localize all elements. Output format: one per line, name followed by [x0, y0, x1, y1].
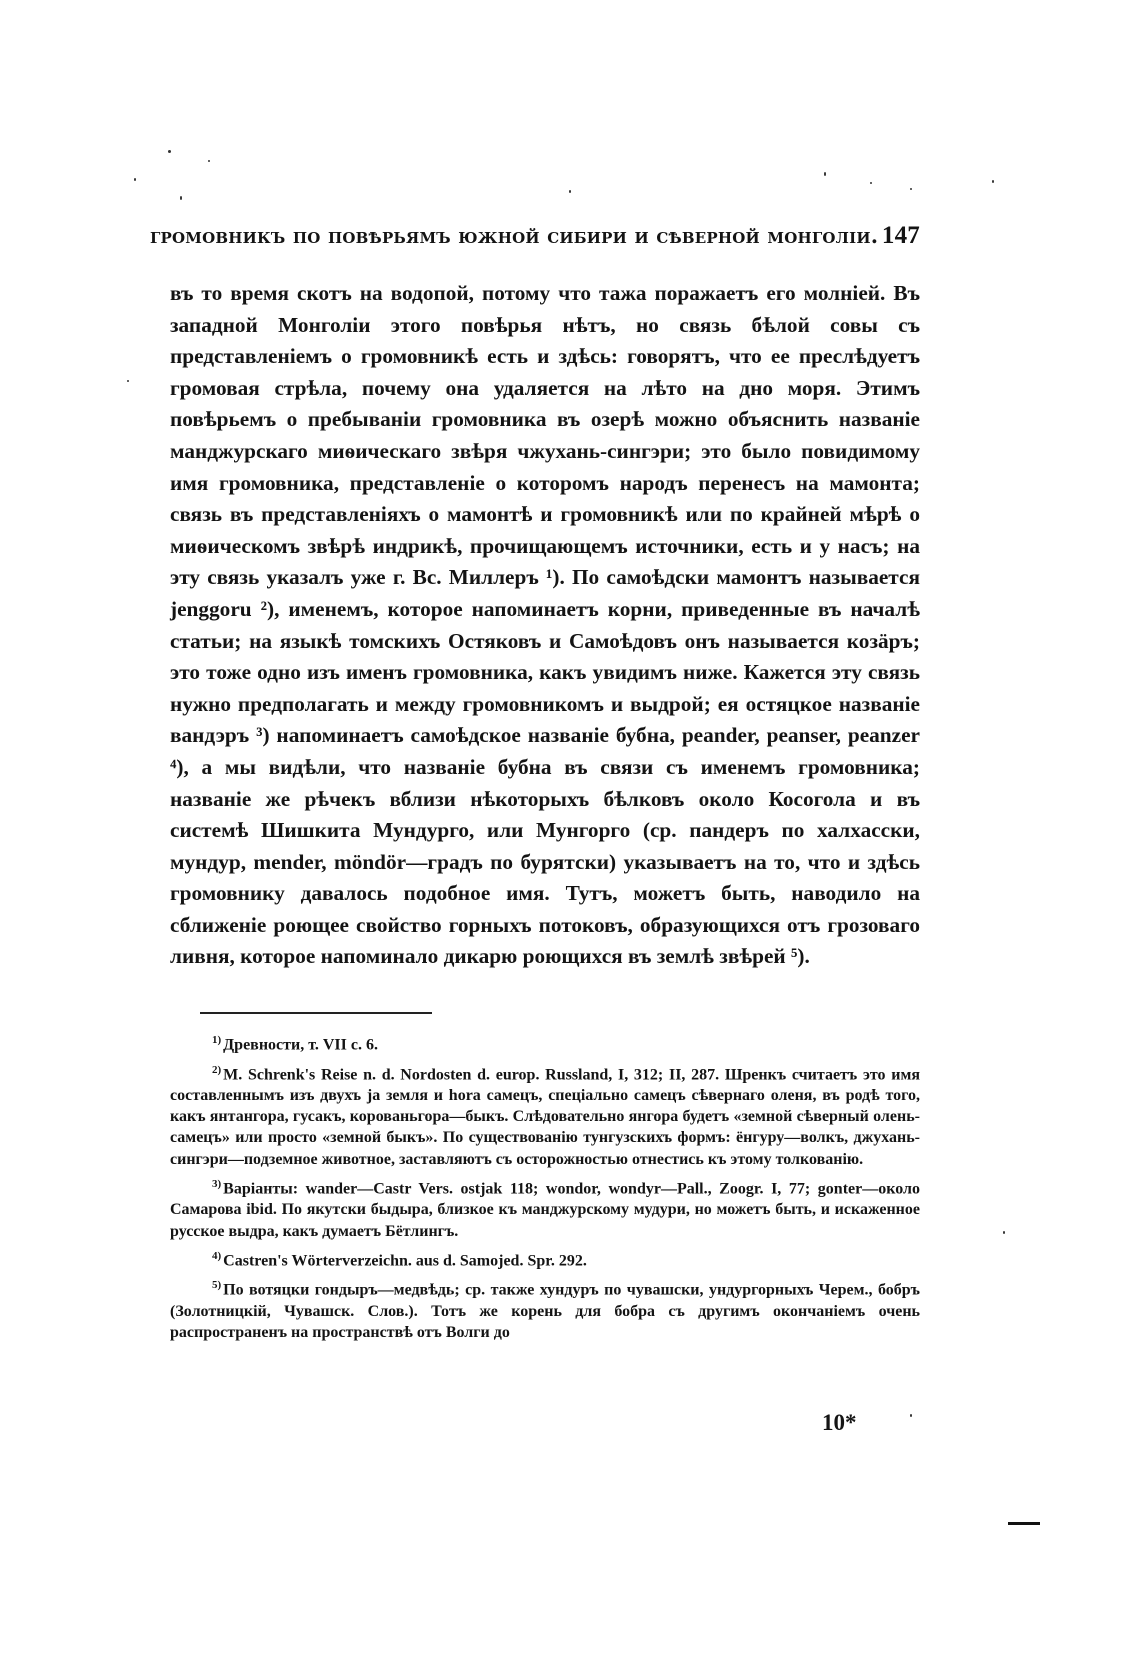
scan-speck — [168, 150, 171, 153]
scan-speck — [127, 380, 129, 382]
scan-speck — [910, 188, 912, 190]
running-header — [150, 222, 920, 252]
scan-speck — [992, 180, 994, 183]
footnote-1 — [170, 1030, 920, 1056]
footnote-3 — [170, 1174, 920, 1242]
footnote-text: Варіанты: wander—Castr Vers. ostjak 118; wondor, wondyr—Pall., Zoogr. I, 77; gonter—около Самарова ibid. По якутски быдыра, близкое къ манджурскому мудури, но можетъ быть, и искаженное русское выдра, какъ думаетъ Бётлингъ. — [170, 1180, 920, 1240]
scan-speck — [180, 196, 182, 200]
main-paragraph: въ то время скотъ на водопой, потому что тажа поражаетъ его молніей. Въ западной Монголіи этого повѣрья нѣтъ, но связь бѣлой совы съ представленіемъ о громовникѣ есть и здѣсь: говорятъ, что ее преслѣдуетъ громовая стрѣла, почему она удаляется на лѣто на дно моря. Этимъ повѣрьемъ о пребываніи громовника въ озерѣ можно объяснить названіе манджурскаго миѳическаго звѣря чжухань-сингэри; это было повидимому имя громовника, представленіе о которомъ народъ перенесъ на мамонта; связь въ представленіяхъ о мамонтѣ и громовникѣ или по крайней мѣрѣ о миѳическомъ звѣрѣ индрикѣ, прочищающемъ источники, есть и у насъ; на эту связь указалъ уже г. Вс. Миллеръ ¹). По самоѣдски мамонтъ называется jenggoru ²), именемъ, которое напоминаетъ корни, приведенные въ началѣ статьи; на языкѣ томскихъ Остяковъ и Самоѣдовъ онъ называется козäръ; это тоже одно изъ именъ громовника, какъ увидимъ ниже. Кажется эту связь нужно предполагать и между громовникомъ и выдрой; ея остяцкое названіе вандэръ ³) напоминаетъ самоѣдское названіе бубна, peander, peanser, peanzer ⁴), а мы видѣли, что названіе бубна въ связи съ именемъ громовника; названіе же рѣчекъ вблизи нѣкоторыхъ бѣлковъ около Косогола и въ системѣ Шишкита Мундурго, или Мунгорго (ср. пандеръ по халхасски, мундур, mender, möndör—градъ по бурятски) указываетъ на то, что и здѣсь громовнику давалось подобное имя. Тутъ, можетъ быть, наводило на сближеніе роющее свойство горныхъ потоковъ, образующихся отъ грозоваго ливня, которое напоминало дикарю роющихся въ землѣ звѣрей ⁵). — [170, 281, 920, 969]
scan-speck — [870, 182, 872, 184]
footnote-text: По вотяцки гондыръ—медвѣдь; ср. также хундуръ по чувашски, ундургорныхъ Черем., бобръ (Золотницкій, Чувашск. Слов.). Тотъ же корень для бобра съ другимъ окончаніемъ очень распространенъ на пространствѣ отъ Волги до — [170, 1281, 920, 1342]
margin-dash — [1008, 1522, 1040, 1525]
running-title: громовникъ по повѣрьямъ южной сибири и сѣверной монголіи. — [150, 223, 879, 248]
footnote-text: Castren's Wörterverzeichn. aus d. Samojed. Spr. 292. — [223, 1252, 587, 1270]
footnote-text: Древности, т. VII с. 6. — [223, 1036, 378, 1054]
scan-speck — [1003, 1231, 1005, 1234]
footnote-4 — [170, 1246, 920, 1272]
scan-speck — [208, 160, 210, 162]
scan-speck — [134, 178, 136, 181]
scan-speck — [569, 190, 571, 193]
footnote-mark: 1) — [212, 1034, 222, 1046]
footnote-text: M. Schrenk's Reise n. d. Nordosten d. europ. Russland, I, 312; II, 287. Шренкъ считаетъ это имя составленнымъ изъ двухъ ja земля и hora самецъ, спеціально самецъ сѣвернаго оленя, въ родѣ того, какъ янтангора, гусакъ, корованьгора—быкъ. Слѣдовательно янгора будетъ «земной сѣверный олень-самецъ» или просто «земной быкъ». По существованію тунгузскихъ формъ: ёнгуру—волкъ, джухань-сингэри—подземное животное, заставляютъ съ осторожностью отнестись къ этому толкованію. — [170, 1065, 920, 1168]
footnote-separator — [200, 1012, 432, 1014]
scan-speck — [910, 1414, 912, 1417]
scan-speck — [824, 172, 826, 176]
footnote-2 — [170, 1060, 920, 1170]
footnote-5 — [170, 1275, 920, 1343]
page-number: 147 — [881, 222, 920, 249]
footnote-mark: 3) — [212, 1177, 222, 1190]
footnote-mark: 4) — [212, 1249, 222, 1262]
printer-signature: 10* — [822, 1410, 857, 1435]
footnote-mark: 5) — [212, 1279, 222, 1292]
footnote-mark: 2) — [212, 1063, 222, 1076]
footnotes — [170, 1030, 920, 1347]
